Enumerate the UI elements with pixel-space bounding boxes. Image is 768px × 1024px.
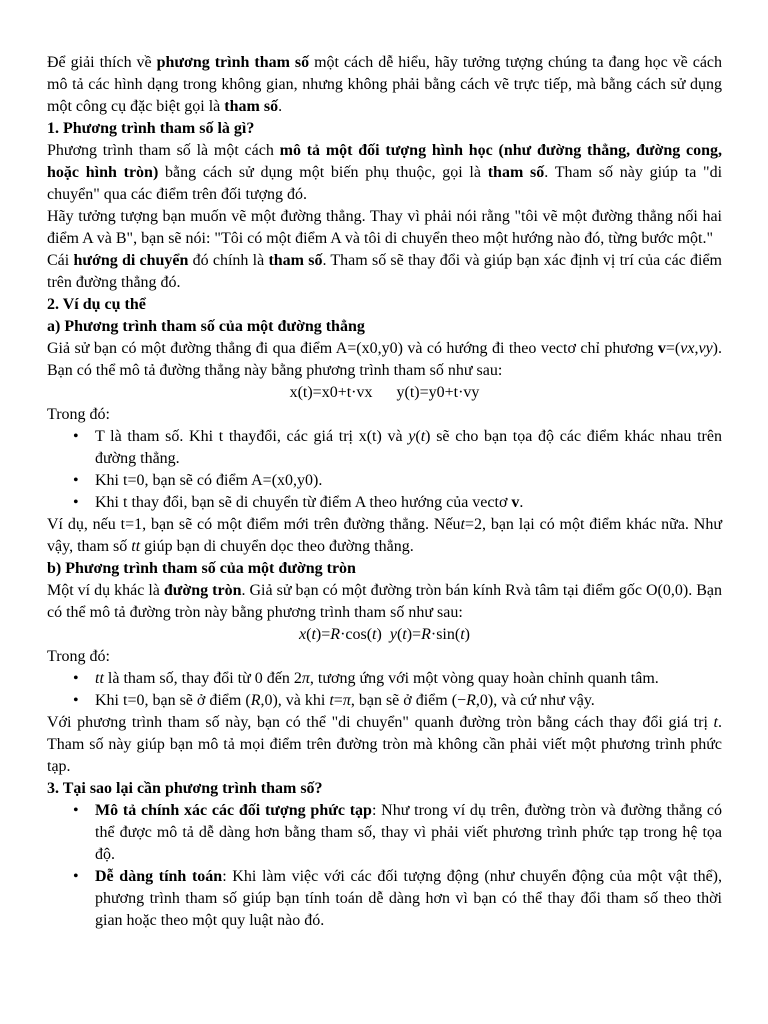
- list-item: [95, 800, 722, 866]
- text: T là tham số. Khi t thayđổi, các giá trị x(t) và: [95, 428, 409, 445]
- italic-var: t: [402, 626, 407, 643]
- bold-term: tham số: [487, 164, 545, 181]
- text: ·cos(: [340, 626, 373, 643]
- text: ): [376, 626, 390, 643]
- bold-term: Dễ dàng tính toán: [95, 868, 223, 885]
- text: ,0), và khi: [260, 692, 330, 709]
- section-1-heading: 1. Phương trình tham số là gì?: [47, 120, 255, 137]
- text: , tương ứng với một vòng quay hoàn chỉnh quanh tâm.: [309, 670, 659, 687]
- italic-var: t: [460, 516, 465, 533]
- text: giúp bạn di chuyển dọc theo đường thẳng.: [140, 538, 414, 555]
- text: Phương trình tham số là một cách: [47, 142, 280, 159]
- text: Cái: [47, 252, 74, 269]
- text: )=: [315, 626, 331, 643]
- list-item: • Khi t=0, bạn sẽ có điểm A=(x0,y0).: [95, 470, 722, 492]
- text: (: [415, 428, 421, 445]
- text: ) sẽ cho bạn tọa độ các điểm khác nhau trên đường thẳng.: [95, 428, 722, 467]
- section-3-heading: 3. Tại sao lại cần phương trình tham số?: [47, 780, 323, 797]
- italic-var: vy: [698, 340, 713, 357]
- italic-var: t: [311, 626, 316, 643]
- text: ): [464, 626, 470, 643]
- text: bằng cách sử dụng một biến phụ thuộc, gọi là: [158, 164, 488, 181]
- text: =(: [665, 340, 681, 357]
- italic-var: y: [389, 626, 397, 643]
- text: ,0), và cứ như vậy.: [475, 692, 595, 709]
- bold-term: Mô tả chính xác các đối tượng phức tạp: [95, 802, 372, 819]
- text: : Như trong ví dụ trên, đường tròn và đường thẳng có thể được mô tả dễ dàng hơn bằng tham số, thay vì phải viết phương trình phức tạp trong hệ tọa độ.: [95, 802, 723, 863]
- text: )=: [406, 626, 422, 643]
- italic-var: R: [250, 692, 261, 709]
- text: Khi t thay đổi, bạn sẽ di chuyển từ điểm A theo hướng của vectơ: [95, 494, 512, 511]
- text: (: [396, 626, 403, 643]
- text: Để giải thích về: [47, 54, 157, 71]
- text: .: [278, 98, 283, 115]
- text: Một ví dụ khác là: [47, 582, 164, 599]
- section-2-heading: 2. Ví dụ cụ thể: [47, 296, 146, 313]
- section-2a-heading: a) Phương trình tham số của một đường thẳng: [47, 318, 365, 335]
- list-item: [95, 866, 722, 932]
- italic-var: tt: [131, 538, 141, 555]
- text: Khi t=0, bạn sẽ ở điểm (: [95, 692, 251, 709]
- text: , bạn sẽ ở điểm (−: [350, 692, 467, 709]
- bold-term: mô tả một đối tượng hình học (như đường thẳng, đường cong, hoặc hình tròn): [47, 142, 722, 181]
- section-2a-bullet-list: [47, 426, 722, 514]
- section-2b-bullet-list: [47, 668, 722, 712]
- bold-term: tham số: [268, 252, 323, 269]
- italic-var: tt: [95, 670, 104, 687]
- section-2a-paragraph-1: [47, 338, 722, 382]
- text: . Tham số này giúp ta "di chuyển" qua các điểm trên đối tượng đó.: [47, 164, 723, 203]
- bold-vector: v: [511, 494, 520, 511]
- section-1-paragraph-3: [47, 250, 722, 294]
- text: =: [333, 692, 343, 709]
- text: .: [519, 494, 524, 511]
- text: . Tham số sẽ thay đổi và giúp bạn xác định vị trí của các điểm trên đường thẳng đó.: [47, 252, 723, 291]
- section-2b-paragraph-1: [47, 580, 722, 624]
- where-label: Trong đó:: [47, 648, 110, 665]
- italic-var: π: [301, 670, 310, 687]
- section-3-bullet-list: [47, 800, 722, 932]
- italic-var: t: [420, 428, 426, 445]
- text: : Khi làm việc với các đối tượng động (như chuyển động của một vật thể), phương trình tham số giúp bạn tính toán dễ dàng hơn vì bạn có thể thay đổi tham số theo thời gian hoặc theo một quy luật nào đó.: [95, 868, 722, 929]
- text: . Giả sử bạn có một đường tròn bán kính Rvà tâm tại điểm gốc O(0,0). Bạn có thể mô tả đường tròn này bằng phương trình tham số như sau:: [47, 582, 722, 621]
- italic-var: R: [466, 692, 476, 709]
- list-item: [95, 492, 722, 514]
- section-2a-paragraph-2: [47, 514, 722, 558]
- section-2b-heading: b) Phương trình tham số của một đường tròn: [47, 560, 356, 577]
- text: Ví dụ, nếu t=1, bạn sẽ có một điểm mới trên đường thẳng. Nếu: [47, 516, 461, 533]
- text: đó chính là: [188, 252, 269, 269]
- italic-var: R: [330, 626, 341, 643]
- bold-term: hướng di chuyển: [73, 252, 189, 269]
- italic-var: y: [408, 428, 416, 445]
- italic-var: R: [421, 626, 431, 643]
- section-2b-paragraph-2: [47, 712, 722, 778]
- bold-term: phương trình tham số: [156, 54, 310, 71]
- text: . Tham số này giúp bạn mô tả mọi điểm trên đường tròn mà không cần phải viết một phương trình phức tạp.: [47, 714, 722, 775]
- text: ,: [694, 340, 699, 357]
- text: một cách dễ hiểu, hãy tưởng tượng chúng ta đang học về cách mô tả các hình dạng trong không gian, nhưng không phải bằng cách vẽ trực tiếp, mà bằng cách sử dụng một công cụ đặc biệt gọi là: [47, 54, 723, 115]
- bold-term: tham số: [224, 98, 279, 115]
- text: Với phương trình tham số này, bạn có thể "di chuyển" quanh đường tròn bằng cách thay đổi giá trị: [47, 714, 714, 731]
- italic-var: π: [342, 692, 351, 709]
- italic-var: t: [329, 692, 334, 709]
- italic-var: vx: [680, 340, 695, 357]
- italic-var: t: [372, 626, 377, 643]
- text: ). Bạn có thể mô tả đường thẳng này bằng phương trình tham số như sau:: [47, 340, 722, 379]
- italic-var: t: [713, 714, 718, 731]
- section-1-paragraph-2: Hãy tưởng tượng bạn muốn vẽ một đường thẳng. Thay vì phải nói rằng "tôi vẽ một đường thẳng nối hai điểm A và B", bạn sẽ nói: "Tôi có một điểm A và tôi di chuyển theo một hướng nào đó, từng bước một.": [47, 208, 722, 247]
- text: Giả sử bạn có một đường thẳng đi qua điểm A=(x0,y0) và có hướng đi theo vectơ chỉ phương: [47, 340, 658, 357]
- italic-var: x: [299, 626, 307, 643]
- where-label: Trong đó:: [47, 406, 110, 423]
- text: là tham số, thay đổi từ 0 đến 2: [103, 670, 302, 687]
- list-item: [95, 426, 722, 470]
- list-item: [95, 668, 722, 690]
- line-formula: x(t)=x0+t·vx y(t)=y0+t·vy: [289, 384, 480, 401]
- list-item: [95, 690, 722, 712]
- intro-paragraph: [47, 52, 722, 118]
- circle-formula: [47, 624, 722, 646]
- italic-var: t: [460, 626, 465, 643]
- bold-vector: v: [657, 340, 666, 357]
- text: (: [306, 626, 312, 643]
- bold-term: đường tròn: [163, 582, 242, 599]
- section-1-paragraph-1: [47, 140, 722, 206]
- text: ·sin(: [430, 626, 461, 643]
- text: =2, bạn lại có một điểm khác nữa. Như vậy, tham số: [47, 516, 722, 555]
